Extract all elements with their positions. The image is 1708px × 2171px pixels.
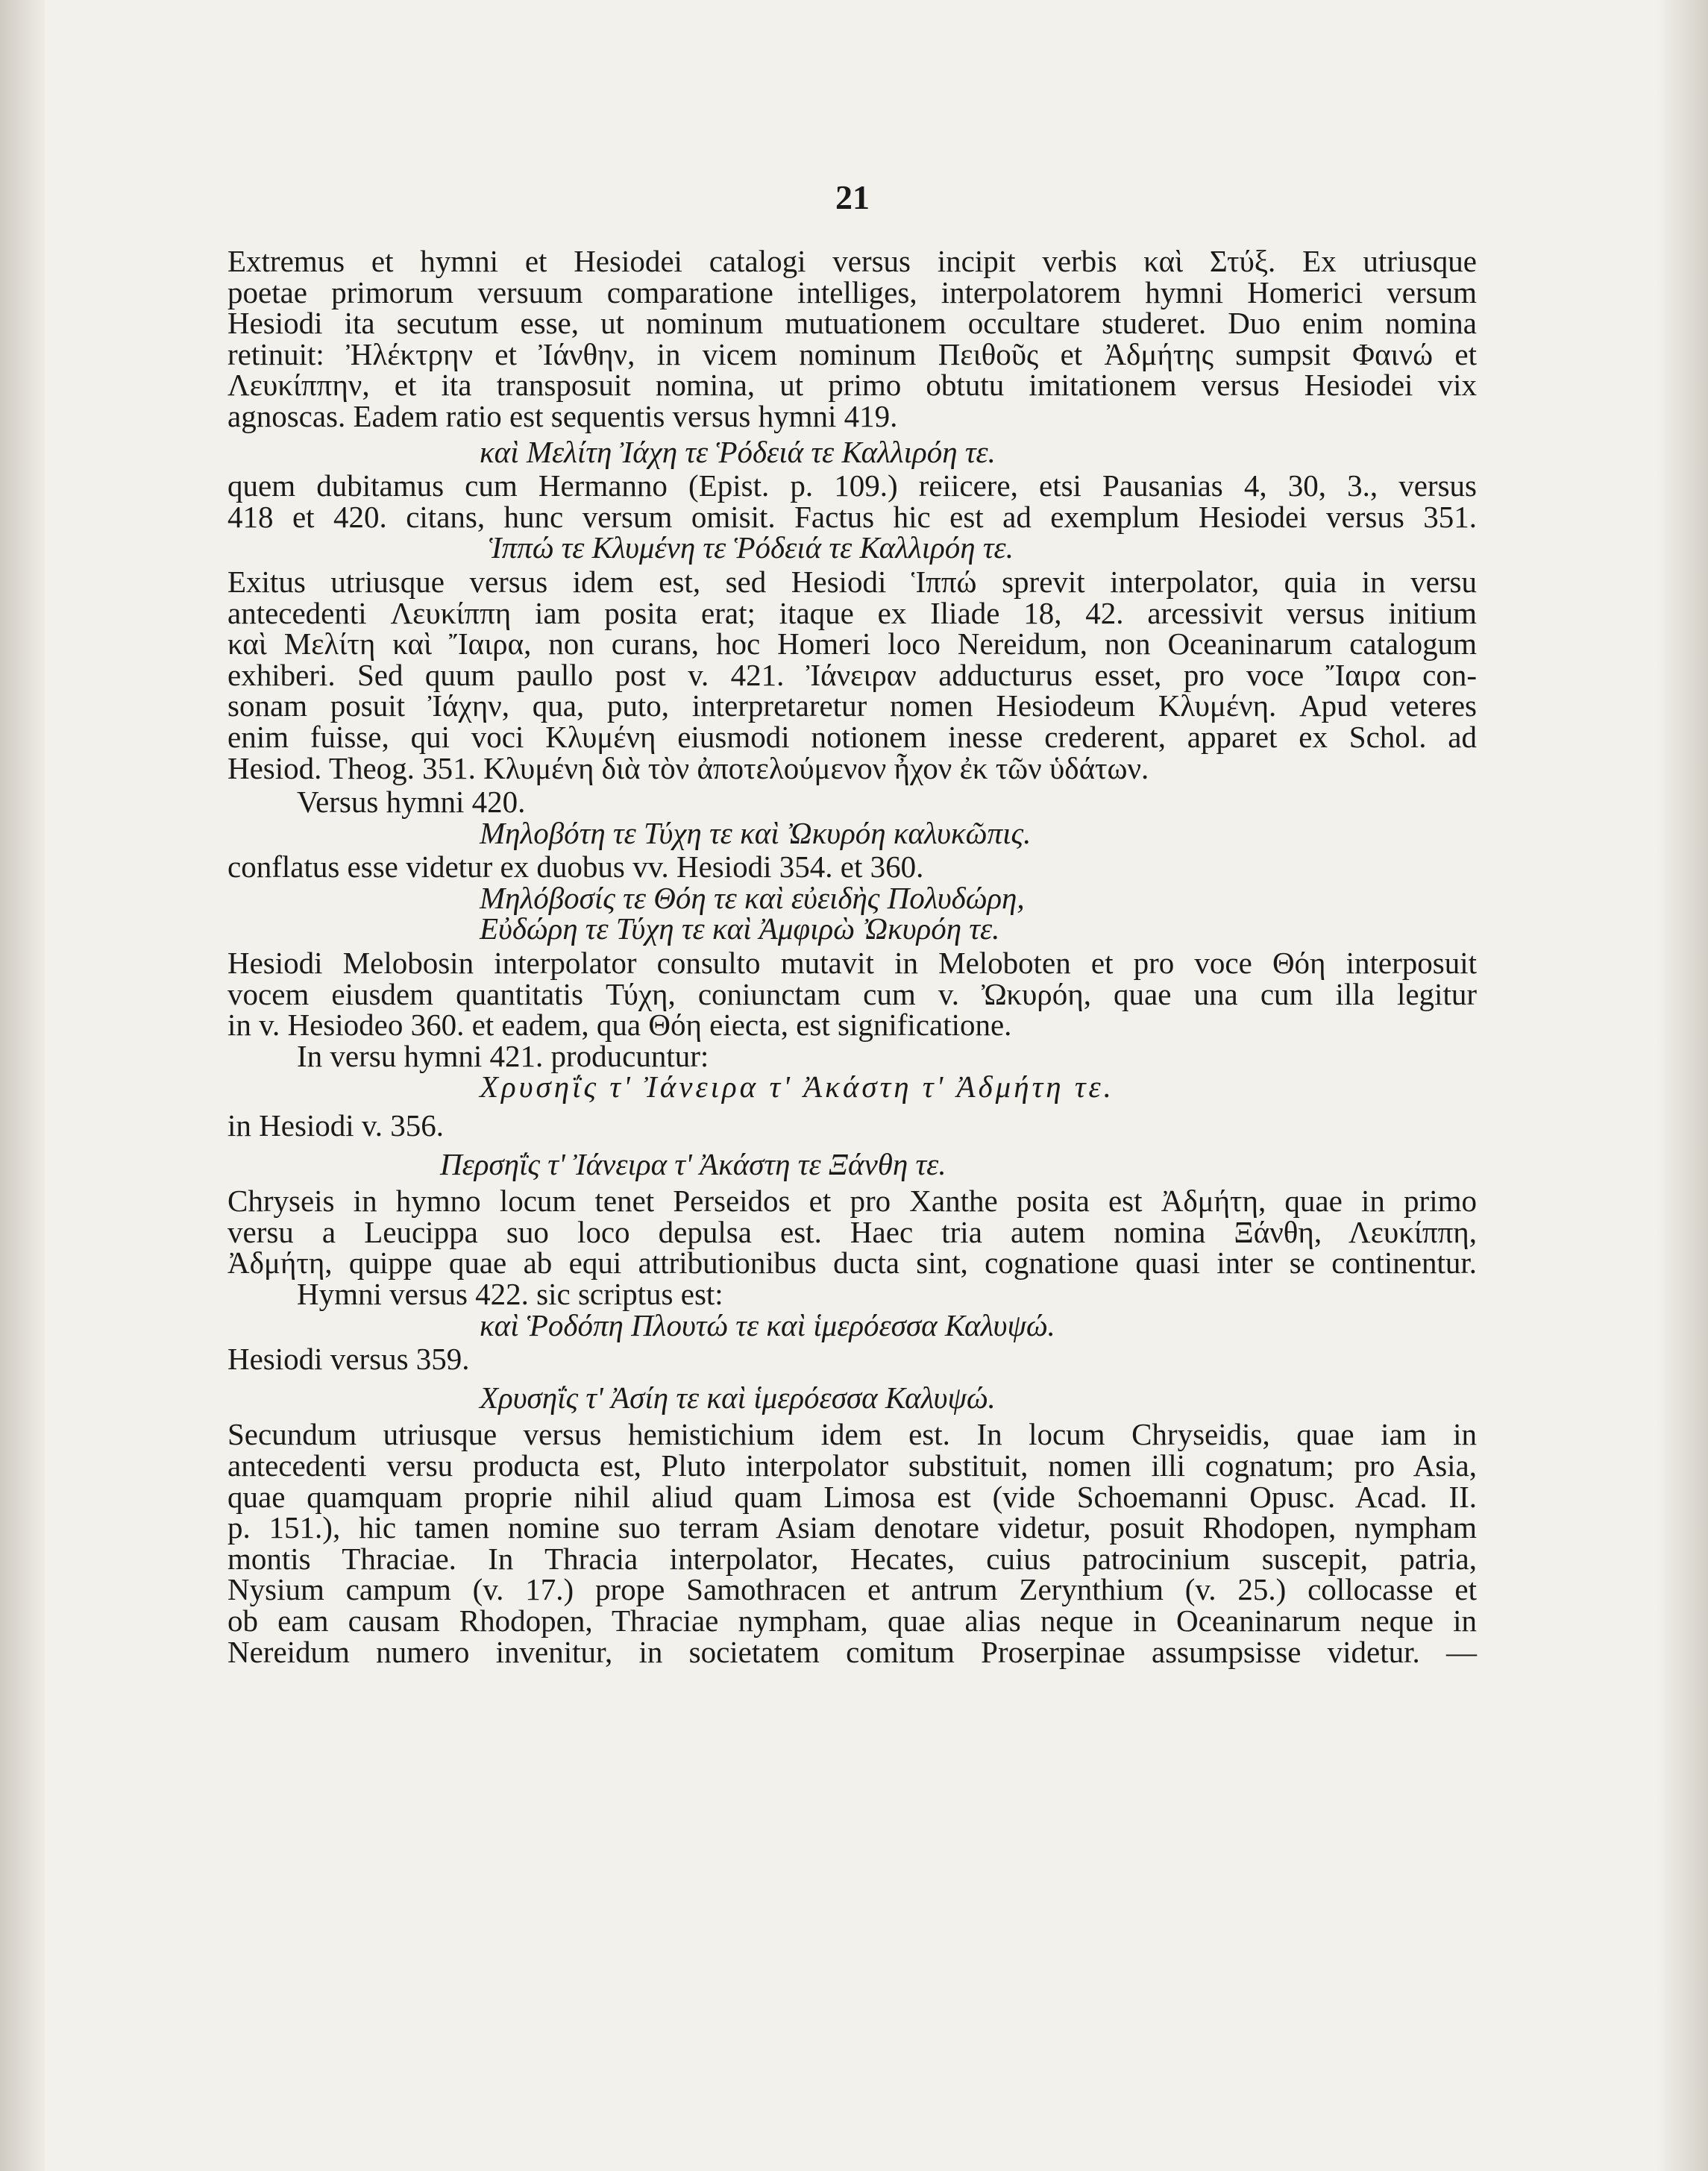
- text-line: 418 et 420. citans, hunc versum omisit. Factus hic est ad exemplum Hesiodei versus 351.: [227, 499, 1477, 534]
- verse-line: καὶ Μελίτη Ἰάχη τε Ῥόδειά τε Καλλιρόη τε.: [480, 434, 996, 469]
- text-line: exhiberi. Sed quum paullo post v. 421. Ἰάνειραν adducturus esset, pro voce Ἴαιρα con-: [227, 657, 1477, 692]
- verse-line: Εὐδώρη τε Τύχη τε καὶ Ἀμφιρὼ Ὠκυρόη τε.: [480, 911, 1000, 946]
- text-line: sonam posuit Ἰάχην, qua, puto, interpretaretur nomen Hesiodeum Κλυμένη. Apud veteres: [227, 688, 1477, 723]
- text-line: Secundum utriusque versus hemistichium idem est. In locum Chryseidis, quae iam in: [227, 1417, 1477, 1452]
- text-line: Hesiodi versus 359.: [227, 1342, 470, 1377]
- verse-line: Μηλοβότη τε Τύχη τε καὶ Ὠκυρόη καλυκῶπις.: [480, 815, 1032, 850]
- page-edge-right: [1656, 0, 1708, 2171]
- text-line: Hesiodi Melobosin interpolator consulto mutavit in Meloboten et pro voce Θόη interposuit: [227, 946, 1477, 981]
- text-line: Hesiodi ita secutum esse, ut nominum mutuationem occultare studeret. Duo enim nomina: [227, 306, 1477, 341]
- text-line: In versu hymni 421. producuntur:: [297, 1038, 709, 1073]
- text-line: montis Thraciae. In Thracia interpolator, Hecates, cuius patrocinium suscepit, patria,: [227, 1541, 1477, 1576]
- text-line: antecedenti Λευκίππη iam posita erat; itaque ex Iliade 18, 42. arcessivit versus initium: [227, 595, 1477, 630]
- text-line: p. 151.), hic tamen nomine suo terram Asiam denotare videtur, posuit Rhodopen, nympham: [227, 1510, 1477, 1545]
- text-line: Hymni versus 422. sic scriptus est:: [297, 1277, 723, 1311]
- text-line: ob eam causam Rhodopen, Thraciae nympham, quae alias neque in Oceaninarum neque in: [227, 1603, 1477, 1638]
- text-line: quae quamquam proprie nihil aliud quam Limosa est (vide Schoemanni Opusc. Acad. II.: [227, 1479, 1477, 1514]
- text-line: Extremus et hymni et Hesiodei catalogi versus incipit verbis καὶ Στύξ. Ex utriusque: [227, 244, 1477, 278]
- text-line: antecedenti versu producta est, Pluto interpolator substituit, nomen illi cognatum; pro Asia,: [227, 1448, 1477, 1483]
- verse-line: Χρυσηΐς τ' Ἀσίη τε καὶ ἱμερόεσσα Καλυψώ.: [480, 1380, 996, 1415]
- text-line: conflatus esse videtur ex duobus vv. Hesiodi 354. et 360.: [227, 849, 924, 885]
- text-line: quem dubitamus cum Hermanno (Epist. p. 109.) reiicere, etsi Pausanias 4, 30, 3., versus: [227, 468, 1477, 503]
- verse-line: Μηλόβοσίς τε Θόη τε καὶ εὐειδὴς Πολυδώρη,: [480, 880, 1025, 915]
- text-line: in v. Hesiodeo 360. et eadem, qua Θόη eiecta, est significatione.: [227, 1008, 1012, 1043]
- page-number: 21: [835, 178, 870, 216]
- verse-line: Περσηΐς τ' Ἰάνειρα τ' Ἀκάστη τε Ξάνθη τε.: [440, 1146, 946, 1181]
- text-line: Λευκίππην, et ita transposuit nomina, ut primo obtutu imitationem versus Hesiodei vix: [227, 368, 1477, 403]
- text-line: Nereidum numero invenitur, in societatem comitum Proserpinae assumpsisse videtur. —: [227, 1634, 1477, 1669]
- text-line: vocem eiusdem quantitatis Τύχη, coniunctam cum v. Ὠκυρόη, quae una cum illa legitur: [227, 976, 1477, 1011]
- text-line: versu a Leucippa suo loco depulsa est. Haec tria autem nomina Ξάνθη, Λευκίππη,: [227, 1214, 1477, 1249]
- text-line: Hesiod. Theog. 351. Κλυμένη διὰ τὸν ἀποτελούμενον ἦχον ἐκ τῶν ὑδάτων.: [227, 750, 1149, 785]
- text-line: καὶ Μελίτη καὶ Ἴαιρα, non curans, hoc Homeri loco Nereidum, non Oceaninarum catalogum: [227, 626, 1477, 662]
- body-text: [227, 246, 1477, 1668]
- page-edge-left: [0, 0, 45, 2171]
- text-line: Nysium campum (v. 17.) prope Samothracen et antrum Zerynthium (v. 25.) collocasse et: [227, 1572, 1477, 1607]
- text-line: retinuit: Ἠλέκτρην et Ἰάνθην, in vicem nominum Πειθοῦς et Ἀδμήτης sumpsit Φαινώ et: [227, 336, 1477, 371]
- text-line: poetae primorum versuum comparatione intelliges, interpolatorem hymni Homerici versum: [227, 274, 1477, 310]
- text-line: agnoscas. Eadem ratio est sequentis versus hymni 419.: [227, 398, 898, 433]
- verse-line: καὶ Ῥοδόπη Πλουτώ τε καὶ ἱμερόεσσα Καλυψώ.: [480, 1307, 1055, 1342]
- text-line: Ἀδμήτη, quippe quae ab equi attributionibus ducta sint, cognatione quasi inter se continentur.: [227, 1245, 1477, 1281]
- text-line: Chryseis in hymno locum tenet Perseidos et pro Xanthe posita est Ἀδμήτη, quae in primo: [227, 1184, 1477, 1219]
- text-line: Exitus utriusque versus idem est, sed Hesiodi Ἱππώ sprevit interpolator, quia in versu: [227, 564, 1477, 599]
- verse-line: Ἱππώ τε Κλυμένη τε Ῥόδειά τε Καλλιρόη τε.: [489, 530, 1014, 565]
- text-line: Versus hymni 420.: [297, 785, 526, 820]
- text-line: in Hesiodi v. 356.: [227, 1108, 445, 1143]
- text-line: enim fuisse, qui voci Κλυμένη eiusmodi notionem inesse crederent, apparet ex Schol. ad: [227, 719, 1477, 754]
- verse-line: Χρυσηΐς τ' Ἰάνειρα τ' Ἀκάστη τ' Ἀδμήτη τε.: [480, 1069, 1114, 1105]
